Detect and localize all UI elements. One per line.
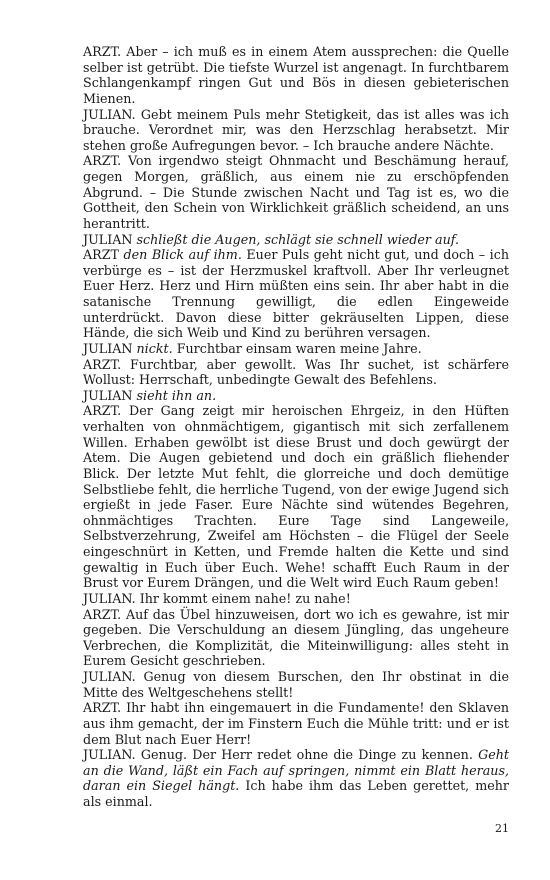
dialogue-paragraph bbox=[83, 591, 509, 607]
dialogue-text: ARZT. Der Gang zeigt mir heroischen Ehrgeiz, in den Hüften verhalten von ohnmächtigem, gigantisch mit sich zerfallenem Willen. Erhaben gewölbt ist diese Brust und doch gewürgt der Atem. Die Augen gebietend und doch ein gräßlich fliehender Blick. Der letzte Mut fehlt, die glorreiche und doch demütige Selbstliebe fehlt, die herrliche Tugend, von der ewige Jugend sich ergießt in jede Faser. Eure Nächte sind wütendes Begehren, ohnmächtiges Trachten. Eure Tage sind Langeweile, Selbstverzehrung, Zweifel am Höchsten – die Flügel der Seele eingeschnürt in Ketten, und Fremde halten die Kette und sind gewaltig in Euch über Euch. Wehe! schafft Euch Raum in der Brust vor Eurem Drängen, und die Welt wird Euch Raum geben! bbox=[83, 403, 509, 591]
dialogue-text: Euer Puls geht nicht gut, und doch – ich verbürge es – ist der Herzmuskel kraftvoll. Aber Ihr verleugnet Euer Herz. Herz und Hirn müßten eins sein. Ihr aber habt in die satanische Trennung gewilligt, die edlen Eingeweide unterdrückt. Davon diese bitter gekräuselten Lippen, diese Hände, die sich Weib und Kind zu berühren versagen. bbox=[83, 247, 509, 341]
dialogue-text: JULIAN bbox=[83, 340, 137, 356]
dialogue-paragraph bbox=[83, 388, 509, 404]
dialogue-paragraph bbox=[83, 232, 509, 248]
dialogue-paragraph bbox=[83, 44, 509, 107]
dialogue-text: ARZT. Auf das Übel hinzuweisen, dort wo ich es gewahre, ist mir gegeben. Die Verschuldung an diesem Jüngling, das ungeheure Verbrechen, die Komplizität, die Miteinwilligung: alles steht in Eurem Gesicht geschrieben. bbox=[83, 606, 509, 669]
dialogue-text: ARZT. Von irgendwo steigt Ohnmacht und Beschämung herauf, gegen Morgen, gräßlich, aus einem nie zu erschöpfenden Abgrund. – Die Stunde zwischen Nacht und Tag ist es, wo die Gottheit, den Schein von Wirklichkeit gräßlich scheidend, an uns herantritt. bbox=[83, 153, 509, 231]
stage-direction: schließt die Augen, schlägt sie schnell wieder auf. bbox=[136, 231, 460, 247]
dialogue-paragraph bbox=[83, 107, 509, 154]
dialogue-paragraph bbox=[83, 357, 509, 388]
dialogue-text: JULIAN bbox=[83, 231, 137, 247]
dialogue-text: JULIAN. Genug. Der Herr redet ohne die Dinge zu kennen. bbox=[83, 747, 479, 763]
dialogue-paragraph bbox=[83, 341, 509, 357]
document-body bbox=[83, 44, 509, 810]
dialogue-paragraph bbox=[83, 669, 509, 700]
dialogue-text: Ich habe ihm das Leben gerettet, mehr als einmal. bbox=[83, 778, 509, 809]
dialogue-text: JULIAN bbox=[83, 387, 137, 403]
stage-direction: sieht ihn an. bbox=[136, 387, 217, 403]
dialogue-text: ARZT. Aber – ich muß es in einem Atem aussprechen: die Quelle selber ist getrübt. Die tiefste Wurzel ist angenagt. In furchtbarem Schlangenkampf ringen Gut und Bös in diesen gebieterischen Mienen. bbox=[83, 44, 509, 106]
stage-direction: nickt. bbox=[136, 340, 173, 356]
dialogue-text: JULIAN. Gebt meinem Puls mehr Stetigkeit, das ist alles was ich brauche. Verordnet mir, was den Herzschlag herabsetzt. Mir stehen große Aufregungen bevor. – Ich brauche andere Nächte. bbox=[83, 106, 509, 153]
dialogue-paragraph bbox=[83, 700, 509, 747]
dialogue-text: Furchtbar einsam waren meine Jahre. bbox=[172, 340, 422, 356]
dialogue-text: ARZT bbox=[83, 247, 124, 263]
dialogue-text: ARZT. Ihr habt ihn eingemauert in die Fundamente! den Sklaven aus ihm gemacht, der im Finstern Euch die Mühle tritt: und er ist dem Blut nach Euer Herr! bbox=[83, 700, 509, 747]
page-number: 21 bbox=[495, 822, 509, 835]
dialogue-paragraph bbox=[83, 247, 509, 341]
stage-direction: Geht an die Wand, läßt ein Fach auf springen, nimmt ein Blatt heraus, daran ein Siegel hängt. bbox=[83, 747, 509, 794]
stage-direction: den Blick auf ihm. bbox=[123, 247, 242, 263]
dialogue-text: JULIAN. Genug von diesem Burschen, den Ihr obstinat in die Mitte des Weltgeschehens stellt! bbox=[83, 669, 509, 700]
dialogue-text: JULIAN. Ihr kommt einem nahe! zu nahe! bbox=[83, 590, 351, 606]
dialogue-text: ARZT. Furchtbar, aber gewollt. Was Ihr suchet, ist schärfere Wollust: Herrschaft, unbedingte Gewalt des Befehlens. bbox=[83, 356, 509, 388]
dialogue-paragraph bbox=[83, 747, 509, 810]
dialogue-paragraph bbox=[83, 403, 509, 591]
dialogue-paragraph bbox=[83, 607, 509, 670]
dialogue-paragraph bbox=[83, 153, 509, 231]
